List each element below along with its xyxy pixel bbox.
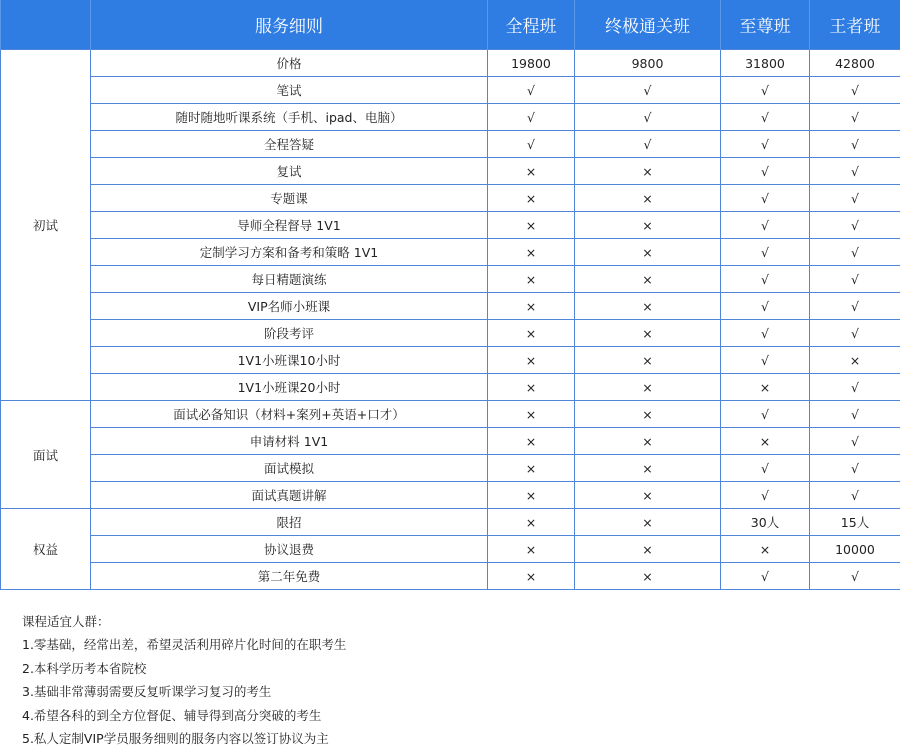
plan-value-cell: ×	[488, 482, 575, 509]
header-plan-zhongji: 终极通关班	[575, 0, 721, 50]
notes-line: 4.希望各科的到全方位督促、辅导得到高分突破的考生	[22, 707, 322, 723]
plan-value-cell: √	[810, 158, 900, 185]
service-item: 每日精题演练	[91, 266, 488, 293]
header-corner	[1, 0, 91, 50]
plan-value-cell: ×	[575, 347, 721, 374]
plan-value-cell: √	[810, 131, 900, 158]
plan-value-cell: √	[575, 104, 721, 131]
plan-value-cell: √	[810, 185, 900, 212]
group-label: 面试	[1, 401, 91, 509]
notes-line: 5.私人定制VIP学员服务细则的服务内容以签订协议为主	[22, 731, 329, 747]
plan-value-cell: ×	[575, 509, 721, 536]
header-plan-zhizun: 至尊班	[721, 0, 810, 50]
plan-value-cell: √	[721, 347, 810, 374]
header-plan-quancheng: 全程班	[488, 0, 575, 50]
plan-value-cell: ×	[575, 293, 721, 320]
plan-value-cell: √	[721, 104, 810, 131]
plan-value-cell: √	[810, 239, 900, 266]
table-row	[1, 482, 900, 509]
table-row	[1, 401, 900, 428]
plan-value-cell: √	[488, 104, 575, 131]
service-item: 协议退费	[91, 536, 488, 563]
table-body	[1, 50, 900, 590]
plan-value-cell: ×	[575, 266, 721, 293]
plan-value-cell: ×	[575, 212, 721, 239]
table-header-row	[1, 0, 900, 50]
plan-value-cell: ×	[488, 158, 575, 185]
notes-line: 3.基础非常薄弱需要反复听课学习复习的考生	[22, 684, 272, 700]
plan-value-cell: ×	[721, 428, 810, 455]
plan-value-cell: √	[810, 482, 900, 509]
plan-value-cell: 42800	[810, 50, 900, 77]
table-row	[1, 104, 900, 131]
plan-value-cell: √	[721, 320, 810, 347]
service-item: 导师全程督导 1V1	[91, 212, 488, 239]
plan-value-cell: √	[721, 77, 810, 104]
plan-value-cell: ×	[575, 455, 721, 482]
plan-value-cell: √	[810, 428, 900, 455]
plan-value-cell: ×	[575, 482, 721, 509]
plan-value-cell: √	[721, 455, 810, 482]
table-row	[1, 509, 900, 536]
service-item: 面试真题讲解	[91, 482, 488, 509]
notes-line: 2.本科学历考本省院校	[22, 660, 147, 676]
plan-value-cell: ×	[575, 401, 721, 428]
service-item: 第二年免费	[91, 563, 488, 590]
notes-line: 1.零基础，经常出差，希望灵活利用碎片化时间的在职考生	[22, 637, 347, 653]
plan-value-cell: 9800	[575, 50, 721, 77]
table-row	[1, 455, 900, 482]
plan-value-cell: 15人	[810, 509, 900, 536]
plan-value-cell: √	[575, 77, 721, 104]
plan-value-cell: ×	[488, 239, 575, 266]
service-item: 全程答疑	[91, 131, 488, 158]
table-row	[1, 212, 900, 239]
service-item: 面试模拟	[91, 455, 488, 482]
table-row	[1, 293, 900, 320]
group-label: 初试	[1, 50, 91, 401]
plan-value-cell: ×	[488, 212, 575, 239]
plan-value-cell: ×	[810, 347, 900, 374]
plan-value-cell: √	[721, 293, 810, 320]
service-item: 复试	[91, 158, 488, 185]
service-item: 1V1小班课10小时	[91, 347, 488, 374]
plan-value-cell: √	[810, 77, 900, 104]
service-item: 1V1小班课20小时	[91, 374, 488, 401]
plan-value-cell: ×	[488, 401, 575, 428]
plan-value-cell: √	[488, 77, 575, 104]
service-item: 限招	[91, 509, 488, 536]
service-item: 随时随地听课系统（手机、ipad、电脑）	[91, 104, 488, 131]
plan-value-cell: ×	[488, 455, 575, 482]
plan-value-cell: √	[810, 104, 900, 131]
plan-value-cell: 31800	[721, 50, 810, 77]
plan-value-cell: ×	[488, 293, 575, 320]
plan-value-cell: √	[721, 401, 810, 428]
service-item: 定制学习方案和备考和策略 1V1	[91, 239, 488, 266]
plan-value-cell: ×	[721, 374, 810, 401]
table-row	[1, 266, 900, 293]
plan-value-cell: √	[721, 131, 810, 158]
plan-value-cell: ×	[575, 374, 721, 401]
plan-value-cell: ×	[575, 185, 721, 212]
plan-value-cell: 19800	[488, 50, 575, 77]
table-row	[1, 347, 900, 374]
plan-value-cell: ×	[488, 185, 575, 212]
plan-value-cell: √	[721, 266, 810, 293]
plan-value-cell: 30人	[721, 509, 810, 536]
plan-value-cell: ×	[575, 239, 721, 266]
service-item: 申请材料 1V1	[91, 428, 488, 455]
plan-value-cell: ×	[488, 563, 575, 590]
plan-value-cell: 10000	[810, 536, 900, 563]
plan-value-cell: √	[810, 563, 900, 590]
plan-value-cell: √	[810, 320, 900, 347]
plan-value-cell: √	[810, 266, 900, 293]
service-item: 阶段考评	[91, 320, 488, 347]
plan-value-cell: √	[488, 131, 575, 158]
plan-value-cell: ×	[488, 320, 575, 347]
table-row	[1, 428, 900, 455]
table-row	[1, 131, 900, 158]
table-row	[1, 563, 900, 590]
plan-value-cell: √	[810, 374, 900, 401]
plan-value-cell: ×	[488, 536, 575, 563]
plan-value-cell: ×	[575, 563, 721, 590]
plan-value-cell: √	[721, 239, 810, 266]
plan-value-cell: ×	[488, 374, 575, 401]
plan-value-cell: ×	[575, 158, 721, 185]
service-item: 面试必备知识（材料+案列+英语+口才）	[91, 401, 488, 428]
plan-value-cell: √	[721, 158, 810, 185]
table-row	[1, 158, 900, 185]
plan-value-cell: ×	[721, 536, 810, 563]
service-item: 笔试	[91, 77, 488, 104]
service-item: VIP名师小班课	[91, 293, 488, 320]
plan-value-cell: ×	[488, 347, 575, 374]
plan-value-cell: ×	[488, 509, 575, 536]
plan-value-cell: √	[810, 455, 900, 482]
table-row	[1, 77, 900, 104]
plan-value-cell: ×	[575, 320, 721, 347]
header-plan-wangzhe: 王者班	[810, 0, 900, 50]
table-row	[1, 50, 900, 77]
plan-value-cell: √	[721, 482, 810, 509]
plan-value-cell: ×	[575, 428, 721, 455]
service-item: 专题课	[91, 185, 488, 212]
table-row	[1, 374, 900, 401]
plan-value-cell: √	[721, 185, 810, 212]
plan-value-cell: ×	[488, 428, 575, 455]
group-label: 权益	[1, 509, 91, 590]
plan-value-cell: √	[810, 212, 900, 239]
service-item: 价格	[91, 50, 488, 77]
table-row	[1, 185, 900, 212]
notes-heading: 课程适宜人群：	[22, 614, 110, 629]
plan-value-cell: √	[721, 563, 810, 590]
plan-value-cell: √	[575, 131, 721, 158]
header-service-details: 服务细则	[91, 0, 488, 50]
plan-value-cell: √	[721, 212, 810, 239]
table-row	[1, 536, 900, 563]
plan-value-cell: √	[810, 293, 900, 320]
table-row	[1, 320, 900, 347]
plan-value-cell: ×	[575, 536, 721, 563]
plan-value-cell: ×	[488, 266, 575, 293]
plan-value-cell: √	[810, 401, 900, 428]
target-audience-notes	[22, 610, 882, 750]
table-row	[1, 239, 900, 266]
